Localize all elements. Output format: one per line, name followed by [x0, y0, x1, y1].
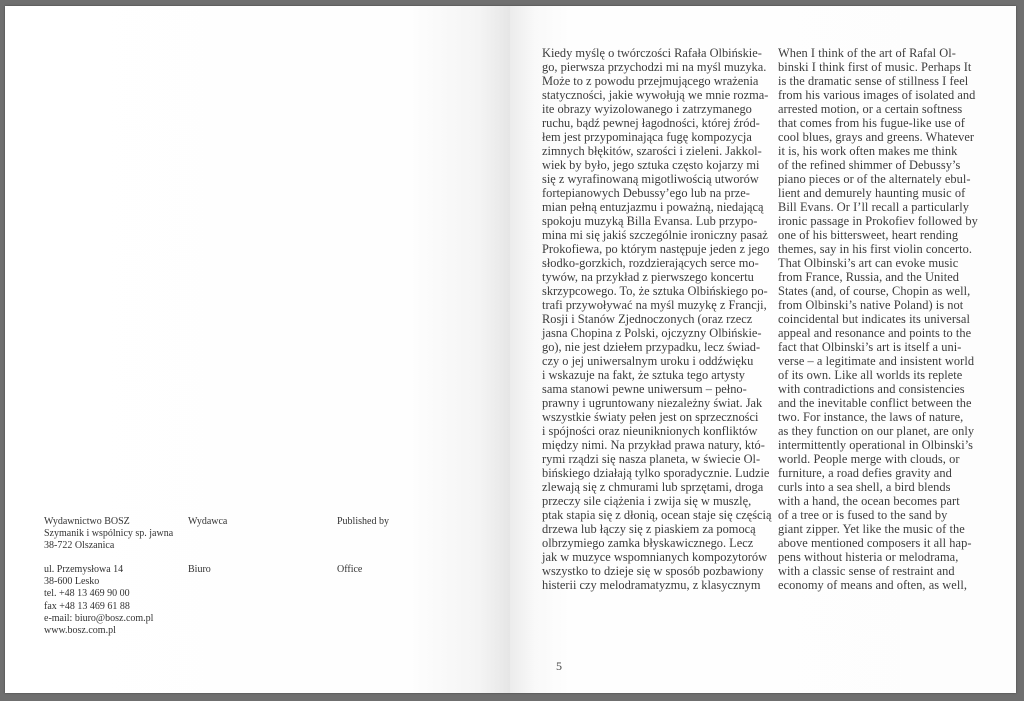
text-line: themes, say in his first violin concerto.: [778, 242, 973, 256]
text-line: furniture, a road defies gravity and: [778, 466, 952, 480]
text-line: it is, his work often makes me think: [778, 144, 958, 158]
text-line: from his various images of isolated and: [778, 88, 976, 102]
text-line: drzewa lub łączy się z piaskiem za pomocą: [542, 522, 756, 536]
text-line: rymi rządzi się nasza planeta, w świecie Ol-: [542, 452, 761, 466]
website-link: www.bosz.com.pl: [44, 625, 116, 637]
text-line: i spójności oraz nieuniknionych konfliktów: [542, 424, 758, 438]
text-line: fact that Olbinski’s art is itself a uni-: [778, 340, 962, 354]
text-line: słodko-gorzkich, rozdzierających serce mo-: [542, 256, 759, 270]
text-line: trafi przywoływać na myśl muzykę z Francji,: [542, 298, 767, 312]
polish-text-column: [542, 46, 772, 592]
text-line: go), nie jest dziełem przypadku, lecz świad-: [542, 340, 761, 354]
text-line: Może to z powodu przejmującego wrażenia: [542, 74, 759, 88]
text-line: world. People merge with clouds, or: [778, 452, 960, 466]
text-line: ptak stapia się z dłonią, ocean staje się częścią: [542, 508, 772, 522]
office-label-pl: Biuro: [188, 564, 211, 575]
text-line: pens without histeria or melodrama,: [778, 550, 959, 564]
text-line: histerii czy melodramatyzmu, z klasycznym: [542, 578, 761, 592]
text-line: statyczności, jakie wywołują we mnie rozma-: [542, 88, 769, 102]
text-line: przeczy sile ciążenia i zwija się w muszlę,: [542, 494, 752, 508]
text-line: łem jest przypominająca fugę kompozycja: [542, 130, 752, 144]
text-line: się z wyrafinowaną migotliwością utworów: [542, 172, 759, 186]
text-line: verse – a legitimate and insistent world: [778, 354, 975, 368]
text-line: intermittently operational in Olbinski’s: [778, 438, 974, 452]
text-line: from Olbinski’s native Poland) is not: [778, 298, 964, 312]
text-line: wszystkie światy pełen jest on sprzeczności: [542, 410, 759, 424]
text-line: zlewają się z chmurami lub sprzętami, droga: [542, 480, 764, 494]
text-line: coincidental but indicates its universal: [778, 312, 970, 326]
publisher-address: [44, 516, 173, 553]
text-line: go, pierwsza przychodzi mi na myśl muzyka.: [542, 60, 767, 74]
text-line: and the inevitable conflict between the: [778, 396, 972, 410]
text-line: as they function on our planet, are only: [778, 424, 975, 438]
text-line: appeal and resonance and points to the: [778, 326, 972, 340]
text-line: sama stanowi pewne uniwersum – pełno-: [542, 382, 747, 396]
text-line: prawny i ugruntowany niezależny świat. Jak: [542, 396, 763, 410]
text-line: Prokofiewa, po którym następuje jeden z jego: [542, 242, 770, 256]
text-line: of the refined shimmer of Debussy’s: [778, 158, 961, 172]
address-line: 38-722 Olszanica: [44, 540, 115, 552]
address-line: Wydawnictwo BOSZ: [44, 516, 130, 527]
text-line: Rosji i Stanów Zjednoczonych (oraz rzecz: [542, 312, 753, 326]
text-line: wszystko to dzieje się w sposób pozbawiony: [542, 564, 764, 578]
text-line: one of his bittersweet, heart rending: [778, 228, 959, 242]
address-line: fax +48 13 469 61 88: [44, 600, 130, 612]
text-line: czy o jej uniwersalnym uroku i oddźwięku: [542, 354, 754, 368]
text-line: ite obrazy wyizolowanego i zatrzymanego: [542, 102, 752, 116]
text-line: ruchu, bądź pewnej łagodności, której źród-: [542, 116, 760, 130]
text-line: curls into a sea shell, a bird blends: [778, 480, 951, 494]
text-line: giant zipper. Yet like the music of the: [778, 522, 965, 536]
text-line: ironic passage in Prokofiev followed by: [778, 214, 978, 228]
text-line: above mentioned composers it all hap-: [778, 536, 972, 550]
text-line: i wskazuje na fakt, że sztuka tego artysty: [542, 368, 745, 382]
left-page: [5, 6, 510, 693]
text-line: from France, Russia, and the United: [778, 270, 960, 284]
text-line: with a classic sense of restraint and: [778, 564, 955, 578]
text-line: of its own. Like all worlds its replete: [778, 368, 963, 382]
text-line: fortepianowych Debussy’ego lub na prze-: [542, 186, 750, 200]
text-line: of a tree or is fused to the sand by: [778, 508, 948, 522]
text-line: Kiedy myślę o twórczości Rafała Olbińskie-: [542, 46, 762, 60]
page-number: 5: [556, 659, 562, 673]
office-label-en: Office: [337, 564, 363, 575]
text-line: mina mi się jakiś szczególnie ironiczny pasaż: [542, 228, 768, 242]
english-text-column: [778, 46, 1003, 592]
text-line: wiek by było, jego sztuka często kojarzy mi: [542, 158, 760, 172]
text-line: zimnych błękitów, szarości i zieleni. Jakkol-: [542, 144, 762, 158]
office-address: [44, 564, 153, 637]
text-line: olbrzymiego zamka błyskawicznego. Lecz: [542, 536, 754, 550]
text-line: bińskiego działają tylko sporadycznie. Ludzie: [542, 466, 770, 480]
text-line: między nimi. Na przykład prawa natury, któ-: [542, 438, 765, 452]
text-line: spokoju muzyką Billa Evansa. Lub przypo-: [542, 214, 758, 228]
text-line: with contradictions and consistencies: [778, 382, 965, 396]
text-line: is the dramatic sense of stillness I feel: [778, 74, 969, 88]
text-line: piano pieces or of the alternately ebul-: [778, 172, 971, 186]
address-line: ul. Przemysłowa 14: [44, 564, 124, 575]
text-line: jasna Chopina z Polski, ojczyzny Olbińskie-: [542, 326, 762, 340]
address-line: Szymanik i wspólnicy sp. jawna: [44, 528, 174, 540]
text-line: Bill Evans. Or I’ll recall a particularly: [778, 200, 969, 214]
text-line: lient and demurely haunting music of: [778, 186, 966, 200]
text-line: binski I think first of music. Perhaps It: [778, 60, 972, 74]
text-line: economy of means and often, as well,: [778, 578, 967, 592]
text-line: When I think of the art of Rafal Ol-: [778, 46, 956, 60]
text-line: cool blues, grays and greens. Whatever: [778, 130, 975, 144]
text-line: That Olbinski’s art can evoke music: [778, 256, 959, 270]
text-line: arrested motion, or a certain softness: [778, 102, 963, 116]
text-line: with a hand, the ocean becomes part: [778, 494, 960, 508]
text-line: mian pełną entuzjazmu i poważną, niedającą: [542, 200, 764, 214]
publisher-label-en: Published by: [337, 516, 389, 527]
book-spread: [5, 6, 1016, 693]
email-link: e-mail: biuro@bosz.com.pl: [44, 612, 154, 624]
address-line: tel. +48 13 469 90 00: [44, 588, 130, 600]
text-line: tywów, na przykład z pierwszego koncertu: [542, 270, 754, 284]
text-line: that comes from his fugue-like use of: [778, 116, 965, 130]
text-line: skrzypcowego. To, że sztuka Olbińskiego po-: [542, 284, 768, 298]
text-line: two. For instance, the laws of nature,: [778, 410, 964, 424]
text-line: jak w muzyce wspomnianych kompozytorów: [542, 550, 768, 564]
publisher-label-pl: Wydawca: [188, 516, 228, 527]
address-line: 38-600 Lesko: [44, 576, 100, 588]
text-line: States (and, of course, Chopin as well,: [778, 284, 971, 298]
